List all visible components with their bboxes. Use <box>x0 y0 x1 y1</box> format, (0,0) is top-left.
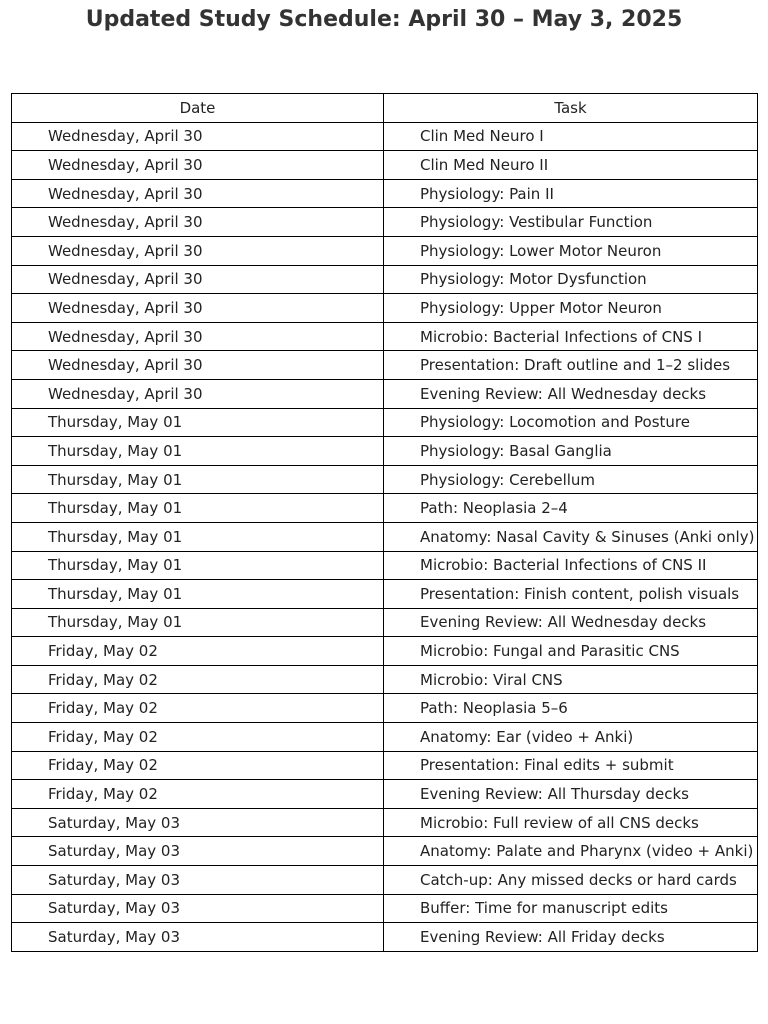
task-cell: Microbio: Bacterial Infections of CNS I <box>384 322 758 351</box>
date-cell: Thursday, May 01 <box>12 522 384 551</box>
date-cell: Thursday, May 01 <box>12 465 384 494</box>
task-cell: Microbio: Bacterial Infections of CNS II <box>384 551 758 580</box>
table-row <box>12 780 758 809</box>
task-cell: Presentation: Draft outline and 1–2 slides <box>384 351 758 380</box>
task-cell: Physiology: Locomotion and Posture <box>384 408 758 437</box>
task-cell: Microbio: Fungal and Parasitic CNS <box>384 637 758 666</box>
task-cell: Microbio: Viral CNS <box>384 665 758 694</box>
task-cell: Buffer: Time for manuscript edits <box>384 894 758 923</box>
task-cell: Physiology: Pain II <box>384 179 758 208</box>
task-cell: Evening Review: All Friday decks <box>384 923 758 952</box>
date-cell: Thursday, May 01 <box>12 494 384 523</box>
task-cell: Physiology: Lower Motor Neuron <box>384 236 758 265</box>
schedule-table <box>11 93 758 952</box>
date-cell: Wednesday, April 30 <box>12 151 384 180</box>
task-cell: Path: Neoplasia 5–6 <box>384 694 758 723</box>
task-cell: Microbio: Full review of all CNS decks <box>384 808 758 837</box>
task-cell: Physiology: Basal Ganglia <box>384 437 758 466</box>
date-cell: Saturday, May 03 <box>12 866 384 895</box>
date-cell: Saturday, May 03 <box>12 808 384 837</box>
date-cell: Friday, May 02 <box>12 665 384 694</box>
date-cell: Wednesday, April 30 <box>12 179 384 208</box>
date-cell: Friday, May 02 <box>12 694 384 723</box>
table-row <box>12 494 758 523</box>
date-cell: Friday, May 02 <box>12 637 384 666</box>
table-row <box>12 923 758 952</box>
date-cell: Wednesday, April 30 <box>12 379 384 408</box>
table-row <box>12 236 758 265</box>
date-cell: Thursday, May 01 <box>12 408 384 437</box>
task-cell: Evening Review: All Thursday decks <box>384 780 758 809</box>
date-cell: Friday, May 02 <box>12 780 384 809</box>
task-cell: Physiology: Upper Motor Neuron <box>384 294 758 323</box>
table-header-row <box>12 94 758 123</box>
date-cell: Saturday, May 03 <box>12 923 384 952</box>
date-cell: Wednesday, April 30 <box>12 208 384 237</box>
table-row <box>12 551 758 580</box>
table-row <box>12 580 758 609</box>
task-cell: Evening Review: All Wednesday decks <box>384 379 758 408</box>
task-cell: Physiology: Cerebellum <box>384 465 758 494</box>
task-cell: Catch-up: Any missed decks or hard cards <box>384 866 758 895</box>
table-row <box>12 179 758 208</box>
task-cell: Clin Med Neuro II <box>384 151 758 180</box>
date-cell: Saturday, May 03 <box>12 837 384 866</box>
date-cell: Wednesday, April 30 <box>12 322 384 351</box>
task-cell: Anatomy: Palate and Pharynx (video + Anki) <box>384 837 758 866</box>
task-cell: Anatomy: Ear (video + Anki) <box>384 723 758 752</box>
task-cell: Presentation: Finish content, polish visuals <box>384 580 758 609</box>
date-cell: Thursday, May 01 <box>12 551 384 580</box>
date-cell: Friday, May 02 <box>12 751 384 780</box>
task-cell: Physiology: Motor Dysfunction <box>384 265 758 294</box>
task-column-header: Task <box>384 94 758 123</box>
task-cell: Physiology: Vestibular Function <box>384 208 758 237</box>
table-row <box>12 265 758 294</box>
date-column-header: Date <box>12 94 384 123</box>
table-row <box>12 465 758 494</box>
table-row <box>12 122 758 151</box>
table-row <box>12 837 758 866</box>
table-row <box>12 694 758 723</box>
task-cell: Presentation: Final edits + submit <box>384 751 758 780</box>
table-row <box>12 322 758 351</box>
table-row <box>12 808 758 837</box>
table-row <box>12 723 758 752</box>
table-row <box>12 351 758 380</box>
table-row <box>12 379 758 408</box>
date-cell: Friday, May 02 <box>12 723 384 752</box>
table-body <box>12 122 758 951</box>
task-cell: Evening Review: All Wednesday decks <box>384 608 758 637</box>
date-cell: Thursday, May 01 <box>12 608 384 637</box>
task-cell: Clin Med Neuro I <box>384 122 758 151</box>
task-cell: Path: Neoplasia 2–4 <box>384 494 758 523</box>
table-row <box>12 437 758 466</box>
date-cell: Thursday, May 01 <box>12 580 384 609</box>
task-cell: Anatomy: Nasal Cavity & Sinuses (Anki only) <box>384 522 758 551</box>
table-row <box>12 522 758 551</box>
date-cell: Thursday, May 01 <box>12 437 384 466</box>
table-row <box>12 408 758 437</box>
date-cell: Wednesday, April 30 <box>12 294 384 323</box>
table-row <box>12 608 758 637</box>
table-row <box>12 894 758 923</box>
date-cell: Wednesday, April 30 <box>12 265 384 294</box>
table-row <box>12 866 758 895</box>
date-cell: Wednesday, April 30 <box>12 351 384 380</box>
date-cell: Saturday, May 03 <box>12 894 384 923</box>
table-row <box>12 294 758 323</box>
page-title: Updated Study Schedule: April 30 – May 3, 2025 <box>85 7 683 32</box>
date-cell: Wednesday, April 30 <box>12 236 384 265</box>
date-cell: Wednesday, April 30 <box>12 122 384 151</box>
table-row <box>12 665 758 694</box>
table-row <box>12 751 758 780</box>
table-row <box>12 637 758 666</box>
table-row <box>12 208 758 237</box>
table-row <box>12 151 758 180</box>
